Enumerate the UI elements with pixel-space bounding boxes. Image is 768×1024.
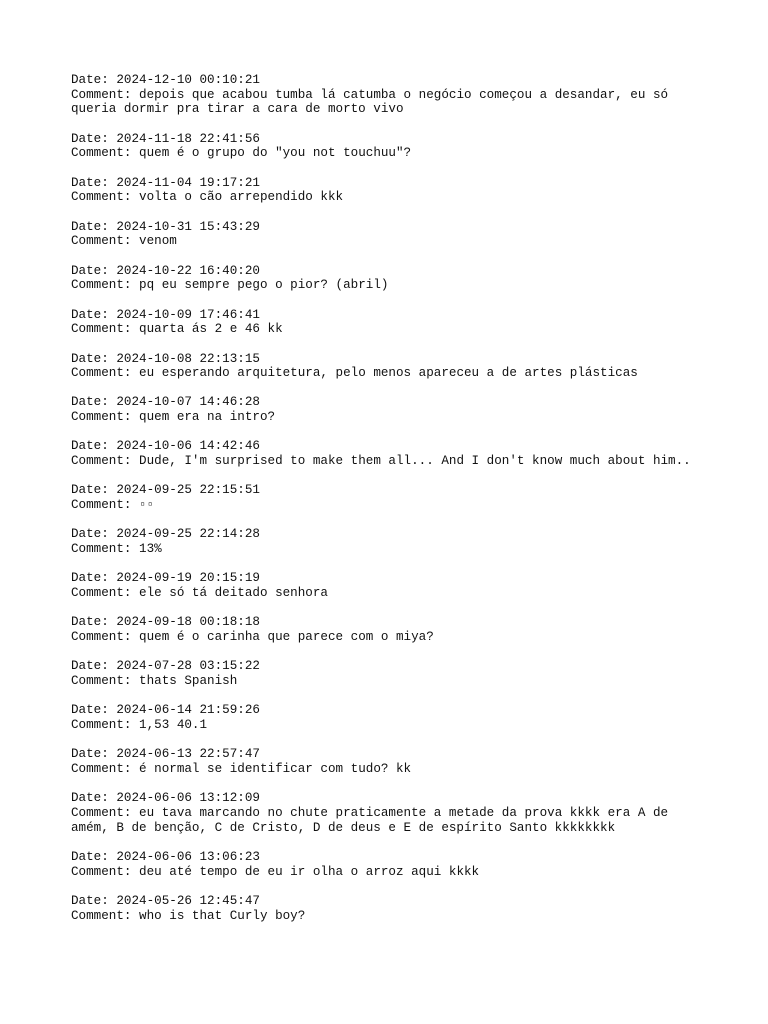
comment-label: Comment: xyxy=(71,410,140,425)
entry-comment-line xyxy=(71,322,711,337)
entry-comment-line xyxy=(71,410,711,425)
entry-comment-line xyxy=(71,190,711,205)
date-value: 2024-10-22 16:40:20 xyxy=(116,263,260,278)
date-value: 2024-06-06 13:06:23 xyxy=(116,849,260,864)
date-label: Date: xyxy=(71,307,117,322)
comment-label: Comment: xyxy=(71,146,140,161)
entry-comment-line xyxy=(71,762,711,777)
comment-text: who is that Curly boy? xyxy=(139,908,306,923)
date-value: 2024-06-14 21:59:26 xyxy=(116,703,260,718)
date-value: 2024-07-28 03:15:22 xyxy=(116,659,260,674)
entry-comment-line xyxy=(71,542,711,557)
entry-date-line xyxy=(71,850,711,865)
entry-date-line xyxy=(71,308,711,323)
comment-entry xyxy=(71,615,711,644)
date-value: 2024-09-25 22:14:28 xyxy=(116,527,260,542)
comment-entry xyxy=(71,132,711,161)
comment-entry xyxy=(71,264,711,293)
entry-comment-line xyxy=(71,718,711,733)
date-label: Date: xyxy=(71,351,117,366)
entry-comment-line xyxy=(71,234,711,249)
comment-entry xyxy=(71,747,711,776)
entry-comment-line xyxy=(71,88,711,117)
date-value: 2024-10-09 17:46:41 xyxy=(116,307,260,322)
entry-date-line xyxy=(71,483,711,498)
date-value: 2024-09-25 22:15:51 xyxy=(116,483,260,498)
entry-comment-line xyxy=(71,454,711,469)
comment-text: volta o cão arrependido kkk xyxy=(139,190,344,205)
date-value: 2024-06-06 13:12:09 xyxy=(116,791,260,806)
comment-text: quarta ás 2 e 46 kk xyxy=(139,322,283,337)
comment-text: 1,53 40.1 xyxy=(139,717,208,732)
comment-label: Comment: xyxy=(71,366,140,381)
comment-text: depois que acabou tumba lá catumba o negócio começou a desandar, eu só queria dormir pra tirar a cara de morto vivo xyxy=(71,87,669,117)
entry-date-line xyxy=(71,395,711,410)
date-value: 2024-09-18 00:18:18 xyxy=(116,615,260,630)
date-label: Date: xyxy=(71,791,117,806)
date-value: 2024-10-07 14:46:28 xyxy=(116,395,260,410)
date-value: 2024-11-18 22:41:56 xyxy=(116,131,260,146)
comment-entry xyxy=(71,176,711,205)
entry-comment-line xyxy=(71,909,711,924)
comment-label: Comment: xyxy=(71,864,140,879)
comment-entry xyxy=(71,527,711,556)
comment-text: thats Spanish xyxy=(139,673,238,688)
comment-text: quem era na intro? xyxy=(139,410,276,425)
comment-label: Comment: xyxy=(71,454,140,469)
comment-entry xyxy=(71,439,711,468)
comment-entry xyxy=(71,220,711,249)
comment-entry xyxy=(71,850,711,879)
comment-label: Comment: xyxy=(71,761,140,776)
entry-comment-line xyxy=(71,806,711,835)
date-value: 2024-06-13 22:57:47 xyxy=(116,747,260,762)
entry-date-line xyxy=(71,264,711,279)
comment-label: Comment: xyxy=(71,190,140,205)
date-value: 2024-10-31 15:43:29 xyxy=(116,219,260,234)
entry-date-line xyxy=(71,439,711,454)
comment-text: quem é o grupo do "you not touchuu"? xyxy=(139,146,412,161)
comment-text: ele só tá deitado senhora xyxy=(139,586,328,601)
entry-comment-line xyxy=(71,674,711,689)
comment-label: Comment: xyxy=(71,322,140,337)
entry-date-line xyxy=(71,176,711,191)
date-label: Date: xyxy=(71,703,117,718)
comment-entry xyxy=(71,483,711,512)
date-label: Date: xyxy=(71,849,117,864)
date-label: Date: xyxy=(71,263,117,278)
entry-date-line xyxy=(71,220,711,235)
comment-entry xyxy=(71,571,711,600)
date-label: Date: xyxy=(71,175,117,190)
comment-entry xyxy=(71,308,711,337)
comment-text: deu até tempo de eu ir olha o arroz aqui kkkk xyxy=(139,864,480,879)
comment-entry xyxy=(71,659,711,688)
date-label: Date: xyxy=(71,747,117,762)
comment-label: Comment: xyxy=(71,805,140,820)
date-label: Date: xyxy=(71,615,117,630)
entry-date-line xyxy=(71,73,711,88)
entry-date-line xyxy=(71,659,711,674)
comment-entry xyxy=(71,894,711,923)
comment-label: Comment: xyxy=(71,630,140,644)
entry-date-line xyxy=(71,527,711,542)
comment-label: Comment: xyxy=(71,234,140,249)
comment-label: Comment: xyxy=(71,87,140,102)
date-label: Date: xyxy=(71,439,117,454)
entry-date-line xyxy=(71,615,711,630)
comment-label: Comment: xyxy=(71,717,140,732)
entry-comment-line xyxy=(71,278,711,293)
date-label: Date: xyxy=(71,395,117,410)
date-value: 2024-10-08 22:13:15 xyxy=(116,351,260,366)
comment-text: pq eu sempre pego o pior? (abril) xyxy=(139,278,389,293)
comment-text: Dude, I'm surprised to make them all... And I don't know much about him.. xyxy=(139,454,691,469)
comment-text: 13% xyxy=(139,542,162,557)
date-value: 2024-12-10 00:10:21 xyxy=(116,73,260,87)
comment-entry xyxy=(71,352,711,381)
comment-entry xyxy=(71,73,711,117)
date-value: 2024-09-19 20:15:19 xyxy=(116,571,260,586)
entry-comment-line xyxy=(71,498,711,513)
date-value: 2024-10-06 14:42:46 xyxy=(116,439,260,454)
comment-label: Comment: xyxy=(71,542,140,557)
entry-comment-line xyxy=(71,865,711,880)
entry-date-line xyxy=(71,703,711,718)
comment-label: Comment: xyxy=(71,908,140,923)
date-label: Date: xyxy=(71,527,117,542)
entry-comment-line xyxy=(71,586,711,601)
entry-comment-line xyxy=(71,146,711,161)
date-value: 2024-11-04 19:17:21 xyxy=(116,175,260,190)
comment-text: ▫▫ xyxy=(139,498,155,513)
comment-text: venom xyxy=(139,234,177,249)
date-label: Date: xyxy=(71,131,117,146)
comment-log-document xyxy=(71,73,711,938)
entry-date-line xyxy=(71,352,711,367)
comment-entry xyxy=(71,395,711,424)
date-label: Date: xyxy=(71,73,117,87)
comment-text: eu esperando arquitetura, pelo menos apareceu a de artes plásticas xyxy=(139,366,638,381)
entry-date-line xyxy=(71,747,711,762)
entry-date-line xyxy=(71,894,711,909)
entry-comment-line xyxy=(71,366,711,381)
date-label: Date: xyxy=(71,571,117,586)
comment-label: Comment: xyxy=(71,586,140,601)
date-label: Date: xyxy=(71,659,117,674)
comment-text: é normal se identificar com tudo? kk xyxy=(139,761,412,776)
entry-date-line xyxy=(71,571,711,586)
date-label: Date: xyxy=(71,219,117,234)
comment-text: quem é o carinha que parece com o miya? xyxy=(139,630,434,644)
comment-label: Comment: xyxy=(71,278,140,293)
entry-date-line xyxy=(71,132,711,147)
date-label: Date: xyxy=(71,893,117,908)
entry-date-line xyxy=(71,791,711,806)
comment-label: Comment: xyxy=(71,498,140,513)
comment-text: eu tava marcando no chute praticamente a metade da prova kkkk era A de amém, B de benção, C de Cristo, D de deus e E de espírito Santo kkkkkkkk xyxy=(71,805,669,835)
comment-entry xyxy=(71,703,711,732)
entry-comment-line xyxy=(71,630,711,645)
date-value: 2024-05-26 12:45:47 xyxy=(116,893,260,908)
comment-entry xyxy=(71,791,711,835)
comment-label: Comment: xyxy=(71,673,140,688)
date-label: Date: xyxy=(71,483,117,498)
